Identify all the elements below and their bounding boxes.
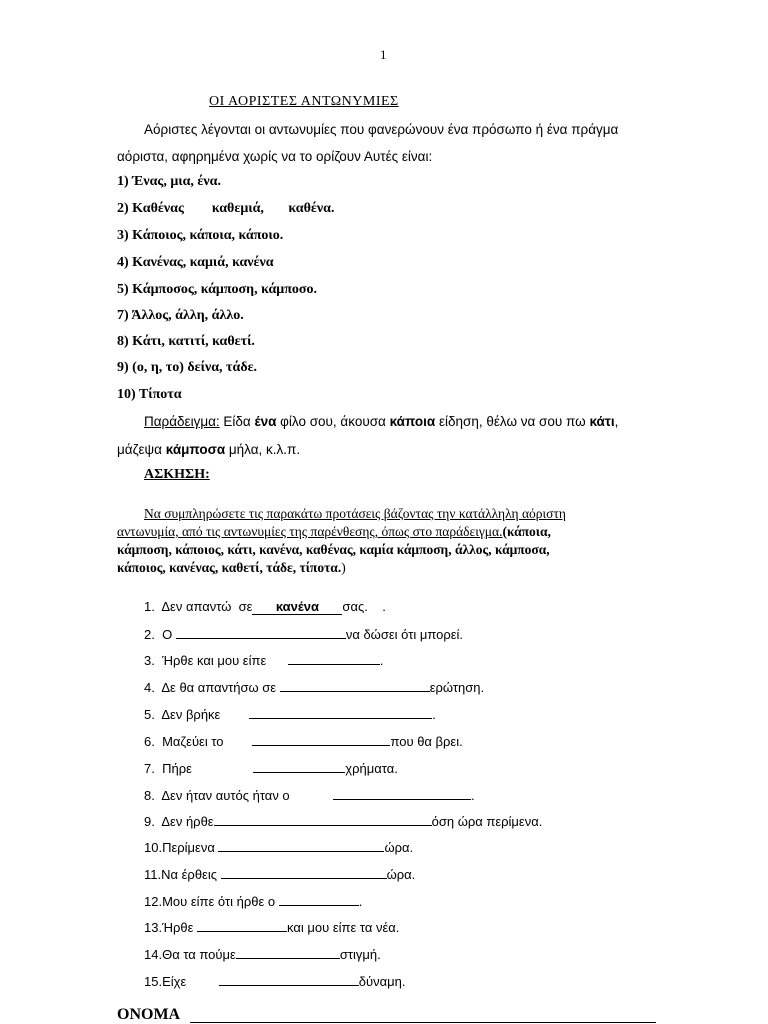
exercise-item: 9. Δεν ήρθε όση ώρα περίμενα.	[144, 814, 543, 829]
name-label: ΟΝΟΜΑ	[117, 1006, 181, 1023]
intro-line-1: Αόριστες λέγονται οι αντωνυμίες που φανερώνουν ένα πρόσωπο ή ένα πράγμα	[144, 122, 619, 137]
exercise-item: 3. Ήρθε και μου είπε .	[144, 653, 384, 668]
pronoun-item: 10) Τίποτα	[117, 387, 182, 402]
exercise-item: 10.Περίμενα ώρα.	[144, 840, 414, 855]
answer-blank[interactable]	[236, 946, 340, 959]
answer-blank[interactable]	[176, 626, 346, 639]
intro-line-2: αόριστα, αφηρημένα χωρίς να το ορίζουν Αυτές είναι:	[117, 149, 433, 164]
name-field[interactable]	[190, 1022, 656, 1023]
exercise-item: 8. Δεν ήταν αυτός ήταν ο .	[144, 788, 475, 803]
answer-blank[interactable]	[279, 893, 359, 906]
pronoun-item: 7) Άλλος, άλλη, άλλο.	[117, 308, 244, 323]
exercise-item: 2. Ο να δώσει ότι μπορεί.	[144, 627, 464, 642]
page-number: 1	[380, 47, 387, 62]
exercise-instruction-2: αντωνυμία, από τις αντωνυμίες της παρένθεσης, όπως στο παράδειγμα.(κάποια,	[117, 524, 551, 539]
pronoun-item: 9) (ο, η, το) δείνα, τάδε.	[117, 360, 258, 375]
exercise-instruction-3: κάμποση, κάποιος, κάτι, κανένα, καθένας, καμία κάμποση, άλλος, κάμποσα,	[117, 542, 550, 557]
answer-blank[interactable]	[280, 679, 430, 692]
answer-blank[interactable]: κανένα	[252, 599, 342, 615]
answer-blank[interactable]	[249, 706, 432, 719]
exercise-item: 12.Μου είπε ότι ήρθε ο .	[144, 894, 363, 909]
example-line-2: μάζεψα κάμποσα μήλα, κ.λ.π.	[117, 442, 301, 457]
exercise-item: 6. Μαζεύει το που θα βρει.	[144, 734, 463, 749]
exercise-item: 15.Είχε δύναμη.	[144, 974, 406, 989]
exercise-item: 14.Θα τα πούμε στιγμή.	[144, 947, 381, 962]
exercise-instruction-4: κάποιος, κανένας, καθετί, τάδε, τίποτα.)	[117, 560, 346, 575]
exercise-item: 4. Δε θα απαντήσω σε ερώτηση.	[144, 680, 485, 695]
exercise-item: 5. Δεν βρήκε .	[144, 707, 436, 722]
exercise-item: 13.Ήρθε και μου είπε τα νέα.	[144, 920, 400, 935]
answer-blank[interactable]	[197, 919, 287, 932]
answer-blank[interactable]	[333, 787, 471, 800]
pronoun-item: 3) Κάποιος, κάποια, κάποιο.	[117, 228, 284, 243]
pronoun-item: 5) Κάμποσος, κάμποση, κάμποσο.	[117, 282, 317, 297]
pronoun-item: 8) Κάτι, κατιτί, καθετί.	[117, 334, 255, 349]
exercise-heading: ΑΣΚΗΣΗ:	[144, 467, 210, 482]
exercise-item: 11.Να έρθεις ώρα.	[144, 867, 416, 882]
pronoun-item: 2) Καθένας καθεμιά, καθένα.	[117, 201, 335, 216]
exercise-item: 1. Δεν απαντώ σε κανένα σας. .	[144, 599, 386, 614]
answer-blank[interactable]	[218, 839, 384, 852]
answer-blank[interactable]	[219, 973, 359, 986]
example-label: Παράδειγμα:	[144, 414, 220, 429]
exercise-item: 7. Πήρε χρήματα.	[144, 761, 398, 776]
answer-blank[interactable]	[253, 760, 345, 773]
answer-blank[interactable]	[252, 733, 390, 746]
answer-blank[interactable]	[288, 652, 380, 665]
exercise-instruction-1: Να συμπληρώσετε τις παρακάτω προτάσεις βάζοντας την κατάλληλη αόριστη	[144, 506, 566, 521]
example-line-1: Παράδειγμα: Είδα ένα φίλο σου, άκουσα κάποια είδηση, θέλω να σου πω κάτι,	[144, 414, 619, 429]
answer-blank[interactable]	[221, 866, 387, 879]
answer-blank[interactable]	[214, 813, 432, 826]
pronoun-item: 1) Ένας, μια, ένα.	[117, 174, 221, 189]
page-title: ΟΙ ΑΟΡΙΣΤΕΣ ΑΝΤΩΝΥΜΙΕΣ	[209, 94, 399, 109]
pronoun-item: 4) Κανένας, καμιά, κανένα	[117, 255, 274, 270]
